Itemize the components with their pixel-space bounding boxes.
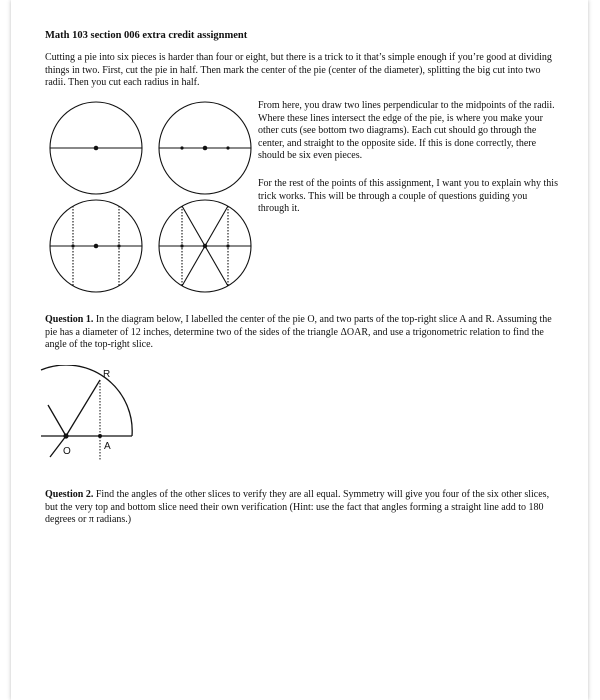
question-1-text: In the diagram below, I labelled the center of the pie O, and two parts of the top-right slice A and R. Assuming the pie has a diameter of 12 inches, determine two of the sides of the triangle ΔOAR, and use a trigonometric relation to find the angle of the top-right slice. — [45, 314, 552, 351]
intro-paragraph: Cutting a pie into six pieces is harder than four or eight, but there is a trick to it that’s simple enough if you’re good at dividing things in two. First, cut the pie in half. Then mark the center of the pie (center of the diameter), splitting the big cut into two radii. Then you cut each radius in half. — [45, 52, 552, 89]
instructions-paragraph: From here, you draw two lines perpendicular to the midpoints of the radii. Where these lines intersect the edge of the pie, is where you make your other cuts (see bottom two diagrams). Each cut should go through the center, and straight to the opposite side. If this is done correctly, there should be six even pieces. — [258, 100, 555, 162]
question-1-label: Question 1. — [45, 314, 94, 325]
question-1 — [45, 314, 560, 352]
assignment-explanation-paragraph: For the rest of the points of this assignment, I want you to explain why this trick works. This will be through a couple of questions guiding you through it. — [258, 178, 558, 215]
question-2-text: Find the angles of the other slices to verify they are all equal. Symmetry will give you four of the six other slices, but the very top and bottom slice need their own verification (Hint: use the fact that angles forming a straight line add to 180 degrees or π radians.) — [45, 489, 550, 526]
question-2 — [45, 489, 560, 527]
pie-diagrams — [45, 100, 255, 300]
label-r: R — [103, 369, 111, 380]
question-2-label: Question 2. — [45, 489, 94, 500]
label-o: O — [63, 446, 71, 457]
slice-diagram — [38, 365, 148, 465]
page-title: Math 103 section 006 extra credit assignment — [45, 30, 248, 41]
label-a: A — [104, 441, 111, 452]
